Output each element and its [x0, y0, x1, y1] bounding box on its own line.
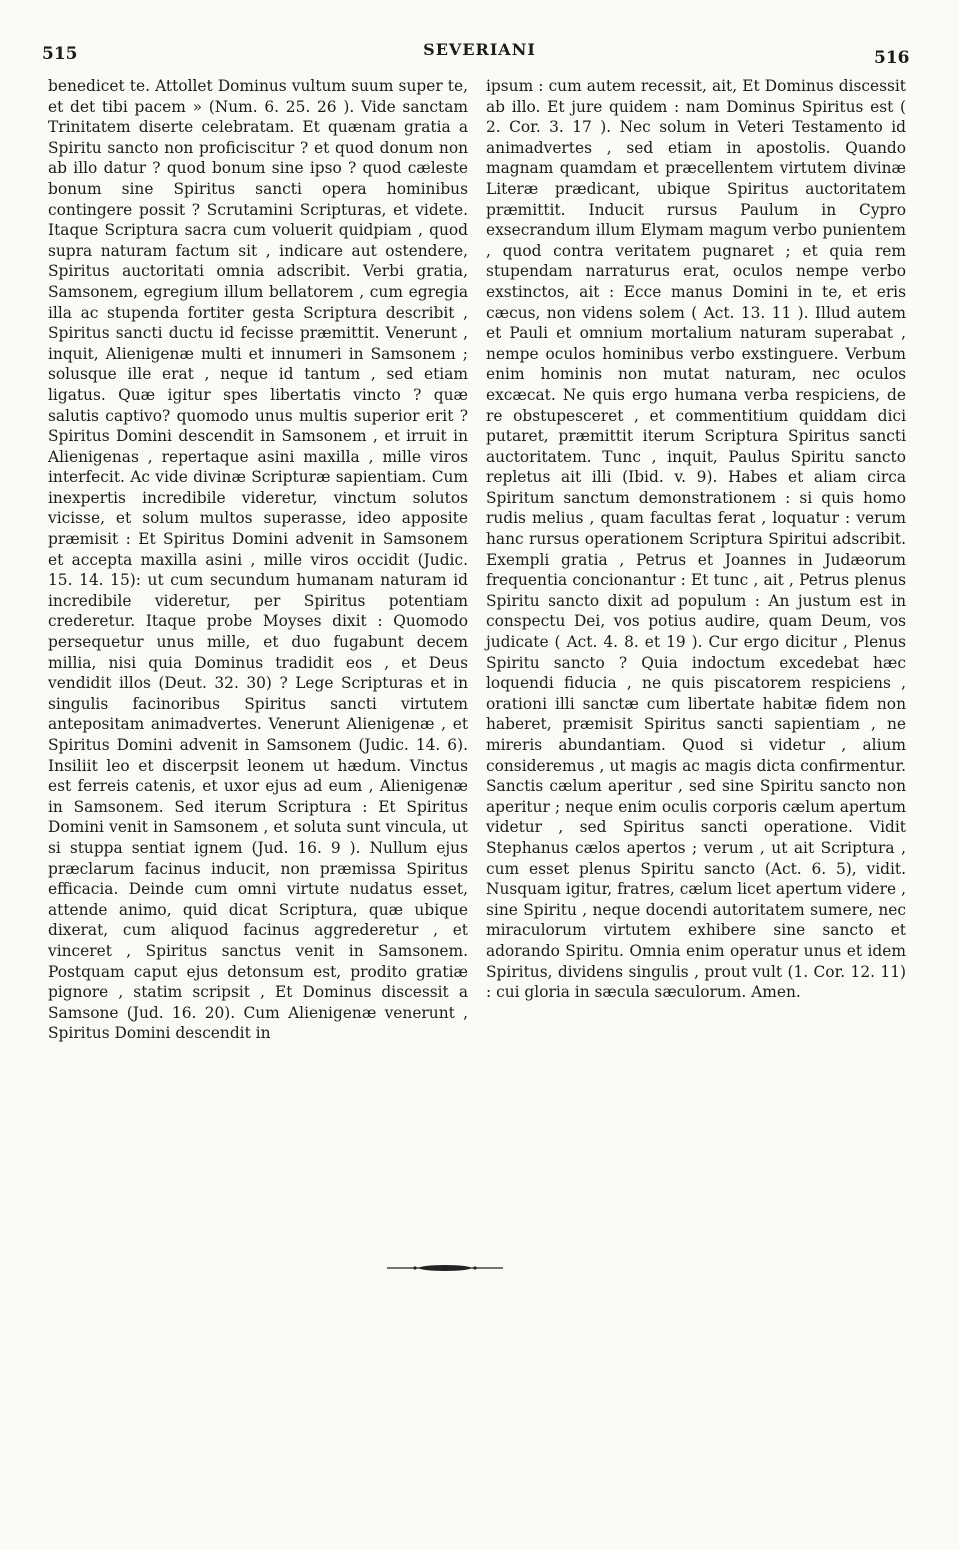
page-number-right: 516 [874, 48, 910, 68]
text-column-left [48, 76, 468, 1044]
column-left-text: benedicet te. Attollet Dominus vultum suum super te, et det tibi pacem » (Num. 6. 25. 26 ). Vide sanctam Trinitatem diserte celebratam. Et quænam gratia a Spiritu sancto non proficiscitur ? et quod donum non ab illo datur ? quod bonum sine ipso ? quod cæleste bonum sine Spiritus sancti opera hominibus contingere possit ? Scrutamini Scripturas, et videte. Itaque Scriptura sacra cum voluerit quidpiam , quod supra naturam factum sit , indicare aut ostendere, Spiritus auctoritati omnia adscribit. Verbi gratia, Samsonem, egregium illum bellatorem , cum egregia illa ac stupenda fortiter gesta Scriptura describit , Spiritus sancti ductu id fecisse præmittit. Venerunt , inquit, Alienigenæ multi et innumeri in Samsonem ; solusque ille erat , neque id tantum , sed etiam ligatus. Quæ igitur spes libertatis vincto ? quæ salutis captivo? quomodo unus multis superior erit ? Spiritus Domini descendit in Samsonem , et irruit in Alienigenas , repertaque asini maxilla , mille viros interfecit. Ac vide divinæ Scripturæ sapientiam. Cum inexpertis incredibile videretur, vinctum solutos vicisse, et solum multos superasse, ideo apposite præmisit : Et Spiritus Domini advenit in Samsonem et accepta maxilla asini , mille viros occidit (Judic. 15. 14. 15): ut cum secundum humanam naturam id incredibile videretur, per Spiritus potentiam crederetur. Itaque probe Moyses dixit : Quomodo persequetur unus mille, et duo fugabunt decem millia, nisi quia Dominus tradidit eos , et Deus vendidit illos (Deut. 32. 30) ? Lege Scripturas et in singulis facinoribus Spiritus sancti virtutem antepositam animadvertes. Venerunt Alienigenæ , et Spiritus Domini advenit in Samsonem (Judic. 14. 6). Insiliit leo et discerpsit leonem ut hædum. Vinctus est ferreis catenis, et uxor ejus ad eum , Alienigenæ in Samsonem. Sed iterum Scriptura : Et Spiritus Domini venit in Samsonem , et soluta sunt vincula, ut si stuppa sentiat ignem (Jud. 16. 9 ). Nullum ejus præclarum facinus inducit, non præmissa Spiritus efficacia. Deinde cum omni virtute nudatus esset, attende animo, quid dicat Scriptura, quæ ubique dixerat, cum aliquod facinus aggrederetur , et vinceret , Spiritus sanctus venit in Samsonem. Postquam caput ejus detonsum est, prodito gratiæ pignore , statim scripsit , Et Dominus discessit a Samsone (Jud. 16. 20). Cum Alienigenæ venerunt , Spiritus Domini descendit in [48, 77, 468, 1043]
page-header [0, 0, 959, 80]
printer-ornament-icon [385, 1264, 505, 1272]
column-right-text: ipsum : cum autem recessit, ait, Et Dominus discessit ab illo. Et jure quidem : nam Dominus Spiritus est ( 2. Cor. 3. 17 ). Nec solum in Veteri Testamento id animadvertes , sed etiam in apostolis. Quando magnam quamdam et præcellentem virtutem divinæ Literæ prædicant, ubique Spiritus auctoritatem præmittit. Inducit rursus Paulum in Cypro exsecrandum illum Elymam magum verbo punientem , quod contra veritatem pugnaret ; et quia rem stupendam narraturus erat, oculos nempe verbo exstinctos, ait : Ecce manus Domini in te, et eris cæcus, non videns solem ( Act. 13. 11 ). Illud autem et Pauli et omnium mortalium naturam superabat , nempe oculos hominibus verbo exstinguere. Verbum enim hominis non mutat naturam, nec oculos excæcat. Ne quis ergo humana verba respiciens, de re obstupesceret , et commentitium quiddam dici putaret, præmittit iterum Scriptura Spiritus sancti auctoritatem. Tunc , inquit, Paulus Spiritu sancto repletus ait illi (Ibid. v. 9). Habes et aliam circa Spiritum sanctum demonstrationem : si quis homo rudis melius , quam facultas ferat , loquatur : verum hanc rursus operationem Scriptura Spiritui adscribit. Exempli gratia , Petrus et Joannes in Judæorum frequentia concionantur : Et tunc , ait , Petrus plenus Spiritu sancto dixit ad populum : An justum est in conspectu Dei, vos potius audire, quam Deum, vos judicate ( Act. 4. 8. et 19 ). Cur ergo dicitur , Plenus Spiritu sancto ? Quia indoctum excedebat hæc loquendi fiducia , ne quis piscatorem respiciens , orationi illi sanctæ cum libertate habitæ fidem non haberet, præmisit Spiritus sancti sapientiam , ne mireris abundantiam. Quod si videtur , alium consideremus , ut magis ac magis dicta confirmentur. Sanctis cælum aperitur , sed sine Spiritu sancto non aperitur ; neque enim oculis corporis cælum apertum videtur , sed Spiritus sancti operatione. Vidit Stephanus cælos apertos ; verum , ut ait Scriptura , cum esset plenus Spiritu sancto (Act. 6. 5), vidit. Nusquam igitur, fratres, cælum licet apertum videre , sine Spiritu , neque docendi autoritatem sumere, nec miraculorum virtutem exhibere sine sancto et adorando Spiritu. Omnia enim operatur unus et idem Spiritus, dividens singulis , prout vult (1. Cor. 12. 11) : cui gloria in sæcula sæculorum. Amen. [486, 77, 906, 1002]
running-title: SEVERIANI [423, 40, 536, 59]
text-column-right [486, 76, 906, 1003]
page-number-left: 515 [42, 44, 78, 64]
